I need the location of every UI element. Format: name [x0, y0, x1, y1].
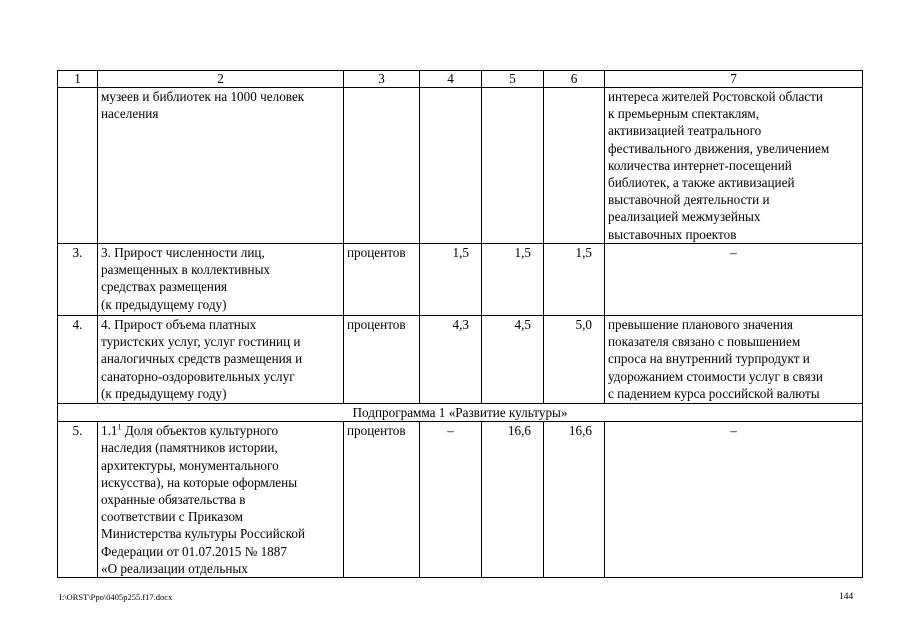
row-number-cell: 3. [58, 244, 98, 316]
value-cell [544, 88, 605, 244]
subprogram-row [58, 404, 863, 422]
value-cell: 1,5 [544, 244, 605, 316]
text-line: охранные обязательства в [101, 492, 246, 508]
unit-cell: процентов [344, 422, 420, 578]
value-cell: 16,6 [544, 422, 605, 578]
table-row-4 [58, 316, 863, 404]
unit-cell [344, 88, 420, 244]
text-line: выставочной деятельности и [608, 192, 770, 208]
item-number: 1.1 [101, 423, 118, 439]
page-number: 144 [839, 592, 854, 602]
value-cell: 1,5 [420, 244, 482, 316]
value-cell: 4,5 [482, 316, 544, 404]
header-cell: 2 [98, 71, 344, 88]
header-cell: 3 [344, 71, 420, 88]
text-fragment: Доля объектов культурного [121, 423, 279, 439]
text-line: количества интернет-посещений [608, 157, 792, 173]
explanation-cell: – [605, 244, 863, 316]
table-row-5 [58, 422, 863, 578]
text-line: (к предыдущему году) [101, 385, 227, 401]
text-line: санаторно-оздоровительных услуг [101, 368, 295, 384]
indicator-name-cell [98, 244, 344, 316]
value-cell: 4,3 [420, 316, 482, 404]
value-cell: – [420, 422, 482, 578]
text-line: средствах размещения [101, 279, 228, 295]
text-line: (к предыдущему году) [101, 296, 227, 312]
value-cell [482, 88, 544, 244]
text-line: Министерства культуры Российской [101, 526, 306, 542]
text-line: наследия (памятников истории, [101, 440, 278, 456]
header-cell: 4 [420, 71, 482, 88]
text-line: населения [101, 106, 159, 122]
file-path-footer: I:\ORST\Ppo\0405p255.f17.docx [59, 592, 173, 602]
text-line: туристских услуг, услуг гостиниц и [101, 334, 301, 350]
text-line: соответствии с Приказом [101, 509, 244, 525]
explanation-cell: – [605, 422, 863, 578]
subprogram-title: Подпрограмма 1 «Развитие культуры» [58, 404, 863, 422]
text-line: выставочных проектов [608, 226, 737, 242]
text-line: библиотек, а также активизацией [608, 175, 795, 191]
unit-cell: процентов [344, 244, 420, 316]
header-cell: 6 [544, 71, 605, 88]
text-line: активизацией театрального [608, 123, 762, 139]
text-line: спроса на внутренний турпродукт и [608, 351, 810, 367]
column-numbers-row [58, 71, 863, 88]
text-line: «О реализации отдельных [101, 560, 248, 576]
indicator-name-cell [98, 88, 344, 244]
text-line: аналогичных средств размещения и [101, 351, 303, 367]
text-line: музеев и библиотек на 1000 человек [101, 89, 305, 104]
text-line: размещенных в коллективных [101, 262, 271, 278]
text-line: с падением курса российской валюты [608, 385, 820, 401]
value-cell: 16,6 [482, 422, 544, 578]
table-row-3 [58, 244, 863, 316]
text-line: реализацией межмузейных [608, 209, 761, 225]
footnote-mark: 1 [117, 422, 122, 432]
value-cell: 1,5 [482, 244, 544, 316]
header-cell: 5 [482, 71, 544, 88]
text-line: интереса жителей Ростовской области [608, 89, 823, 104]
value-cell [420, 88, 482, 244]
explanation-cell [605, 88, 863, 244]
text-line: к премьерным спектаклям, [608, 106, 760, 122]
text-line: искусства), на которые оформлены [101, 474, 298, 490]
row-number-cell: 5. [58, 422, 98, 578]
unit-cell: процентов [344, 316, 420, 404]
text-line: показателя связано с повышением [608, 334, 801, 350]
indicator-name-cell [98, 422, 344, 578]
header-cell: 7 [605, 71, 863, 88]
indicator-name-cell [98, 316, 344, 404]
row-number-cell: 4. [58, 316, 98, 404]
text-line: удорожанием стоимости услуг в связи [608, 368, 823, 384]
text-line: 4. Прирост объема платных [101, 317, 257, 332]
text-line: 3. Прирост численности лиц, [101, 245, 265, 260]
table-row-continuation [58, 88, 863, 244]
value-cell: 5,0 [544, 316, 605, 404]
header-cell: 1 [58, 71, 98, 88]
text-line: фестивального движения, увеличением [608, 140, 830, 156]
row-number-cell [58, 88, 98, 244]
text-line [101, 422, 340, 439]
text-line: архитектуры, монументального [101, 457, 279, 473]
indicators-table [57, 70, 863, 578]
text-line: превышение планового значения [608, 317, 793, 332]
text-line: Федерации от 01.07.2015 № 1887 [101, 543, 287, 559]
explanation-cell [605, 316, 863, 404]
